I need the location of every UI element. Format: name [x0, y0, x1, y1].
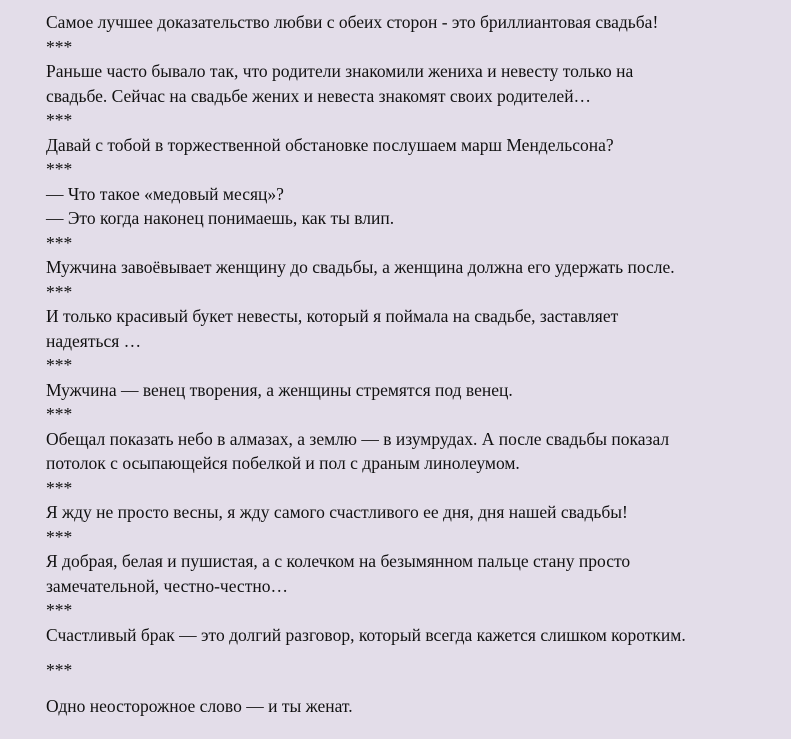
separator: *** — [46, 355, 73, 375]
joke-line: свадьбе. Сейчас на свадьбе жених и невеста знакомят своих родителей… — [46, 85, 592, 106]
joke-item — [46, 623, 781, 648]
joke-line: надеяться … — [46, 330, 142, 351]
joke-item — [46, 133, 781, 158]
joke-line: И только красивый букет невесты, который я поймала на свадьбе, заставляет — [46, 306, 619, 326]
joke-item — [46, 59, 781, 108]
joke-line: Давай с тобой в торжественной обстановке послушаем марш Мендельсона? — [46, 134, 614, 155]
joke-item — [46, 549, 781, 598]
joke-item — [46, 378, 781, 403]
joke-line: Я добрая, белая и пушистая, а с колечком на безымянном пальце стану просто — [46, 551, 631, 571]
joke-line: Одно неосторожное слово — и ты женат. — [46, 695, 353, 716]
joke-line: Счастливый брак — это долгий разговор, который всегда кажется слишком коротким. — [46, 624, 686, 645]
joke-item — [46, 427, 781, 476]
separator: *** — [46, 660, 73, 680]
separator: *** — [46, 232, 73, 253]
separator: *** — [46, 404, 73, 424]
joke-item — [46, 182, 781, 231]
separator: *** — [46, 526, 73, 547]
separator: *** — [46, 477, 73, 498]
joke-line: Раньше часто бывало так, что родители знакомили жениха и невесту только на — [46, 61, 634, 81]
separator: *** — [46, 36, 73, 57]
joke-line: потолок с осыпающейся побелкой и пол с драным линолеумом. — [46, 453, 520, 473]
joke-item — [46, 10, 781, 35]
separator: *** — [46, 110, 73, 130]
separator: *** — [46, 159, 73, 179]
joke-item — [46, 304, 781, 353]
joke-line: Я жду не просто весны, я жду самого счастливого ее дня, дня нашей свадьбы! — [46, 502, 628, 522]
separator: *** — [46, 600, 73, 620]
joke-document — [46, 10, 781, 718]
separator: *** — [46, 281, 73, 302]
joke-item — [46, 500, 781, 525]
joke-line: замечательной, честно-честно… — [46, 575, 288, 596]
joke-line: Самое лучшее доказательство любви с обеих сторон - это бриллиантовая свадьба! — [46, 12, 659, 32]
joke-line: — Это когда наконец понимаешь, как ты влип. — [46, 208, 395, 228]
joke-line: Мужчина — венец творения, а женщины стремятся под венец. — [46, 379, 513, 400]
joke-item — [46, 255, 781, 280]
joke-line: Мужчина завоёвывает женщину до свадьбы, а женщина должна его удержать после. — [46, 257, 675, 277]
joke-line: Обещал показать небо в алмазах, а землю — в изумрудах. А после свадьбы показал — [46, 428, 670, 449]
joke-item — [46, 694, 781, 719]
joke-line: — Что такое «медовый месяц»? — [46, 183, 284, 204]
